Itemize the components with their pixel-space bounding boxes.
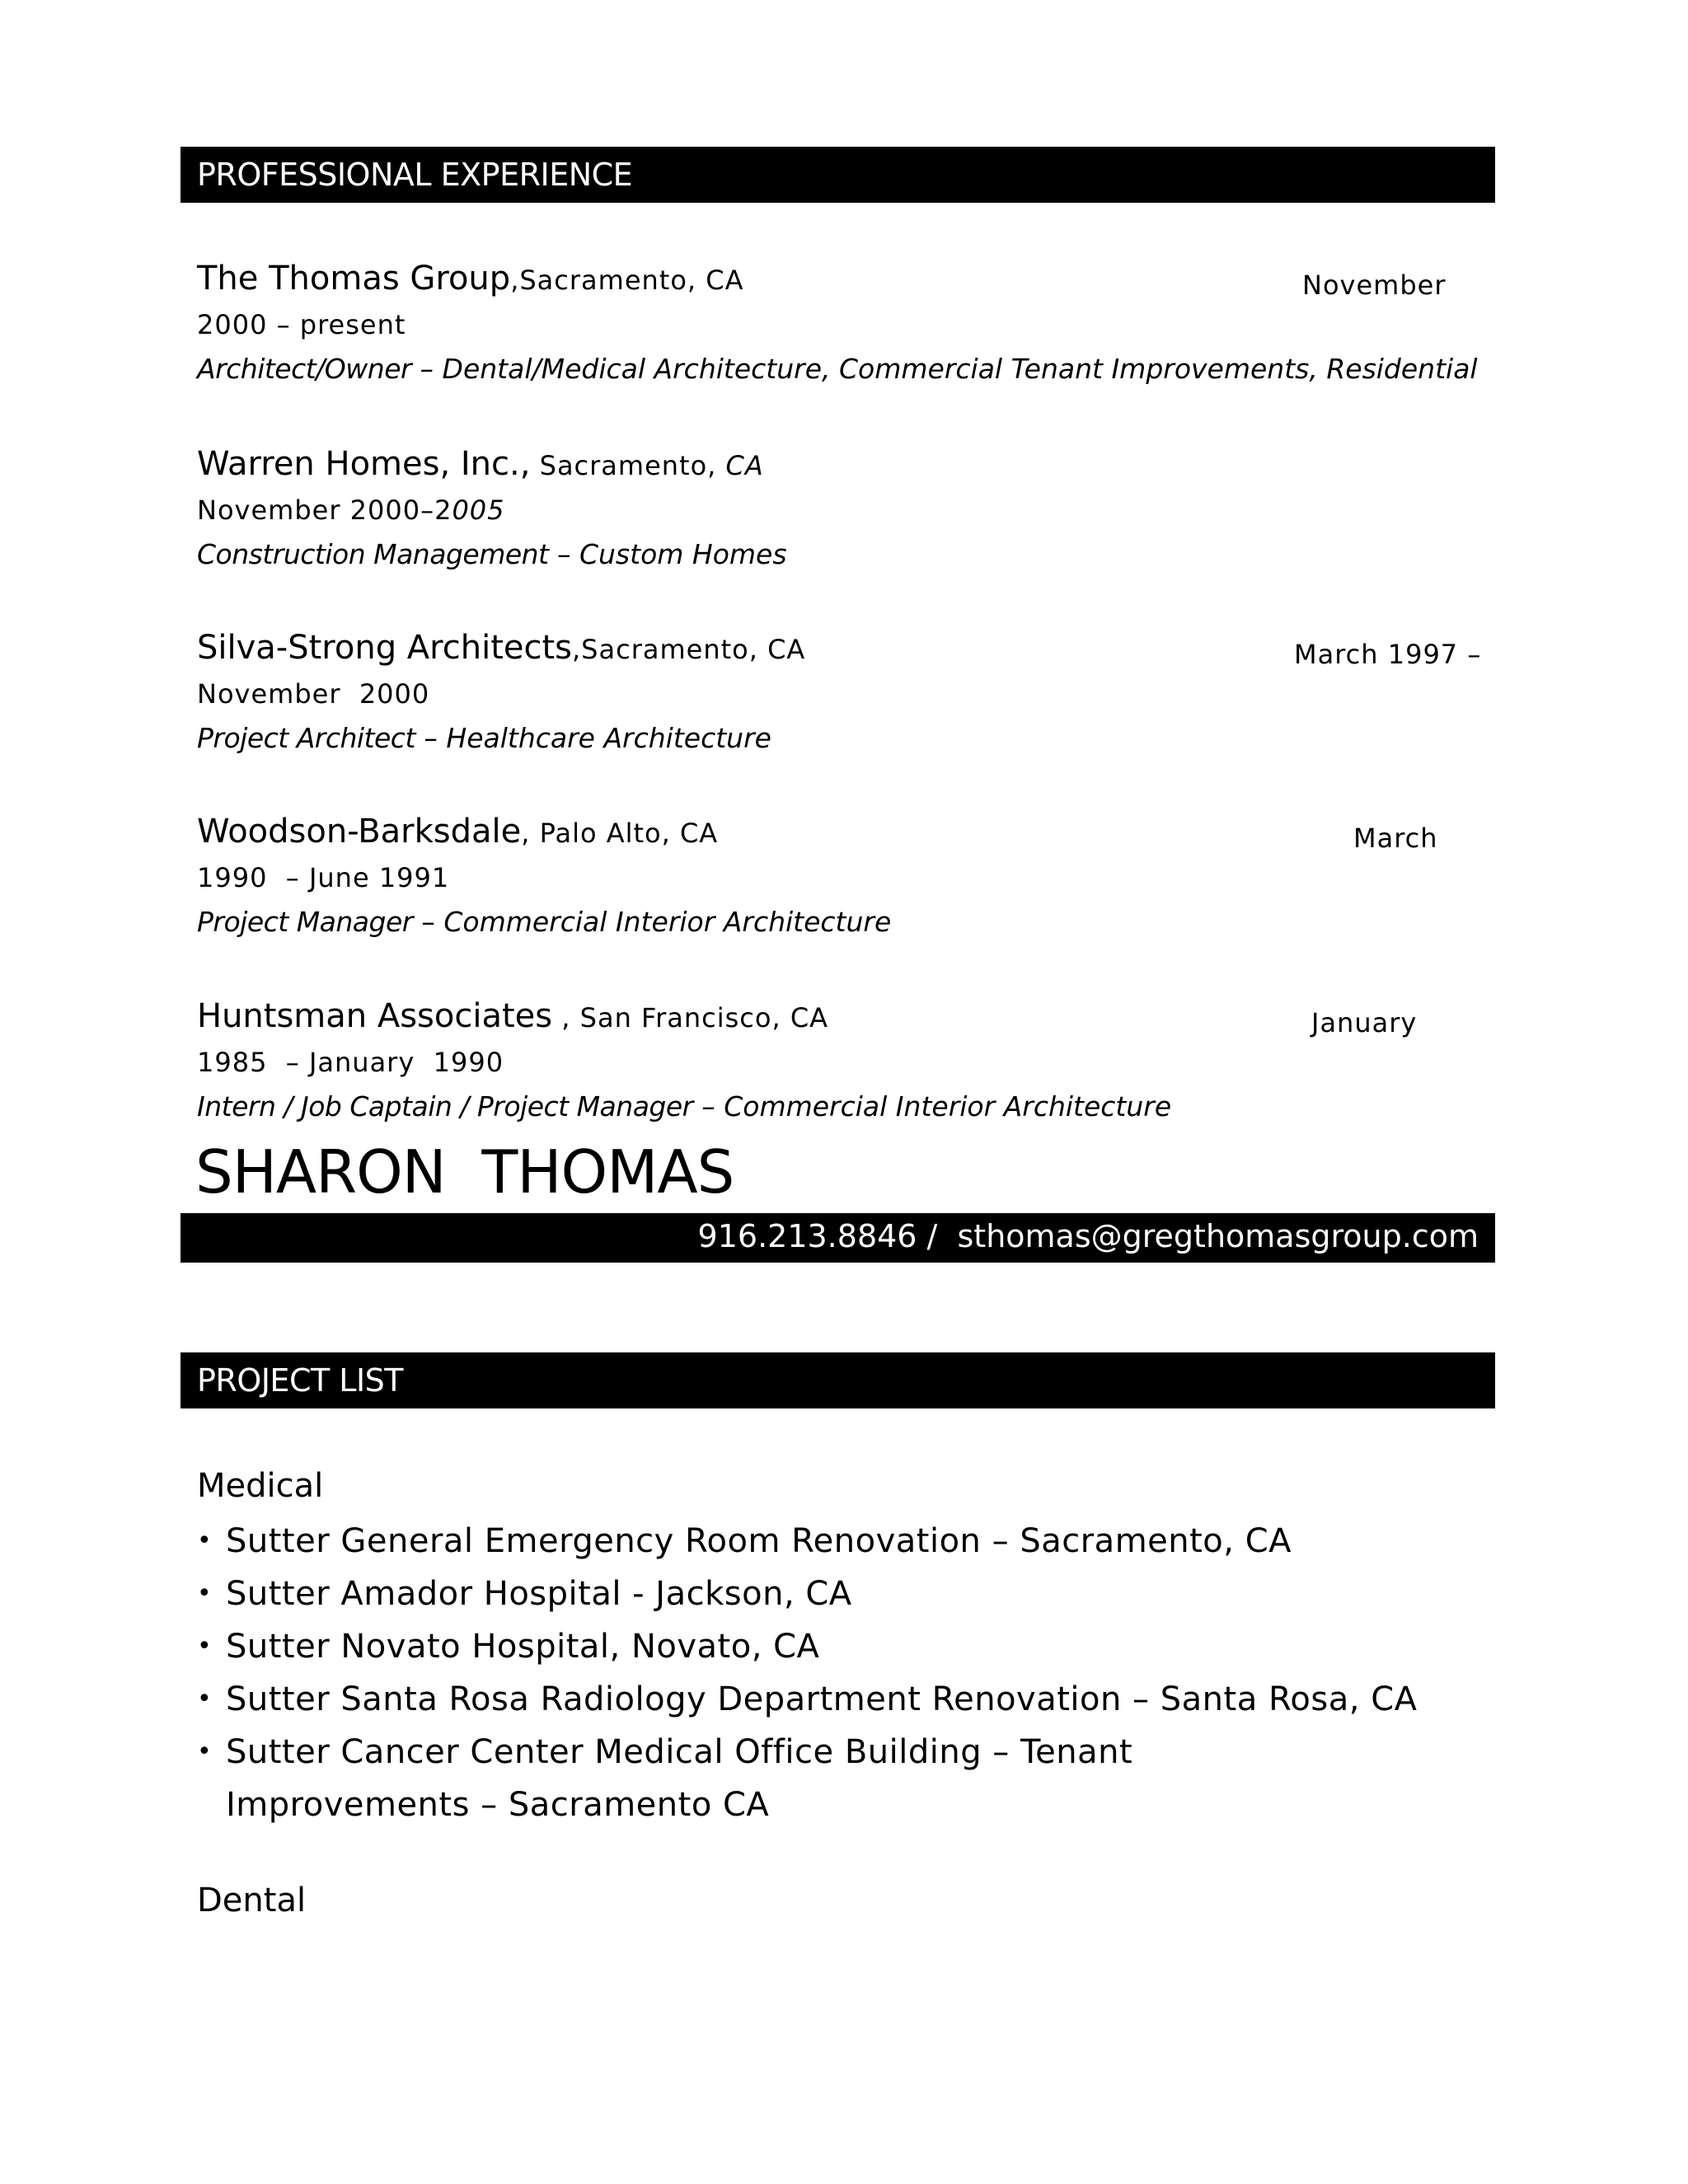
project-name: Sutter Amador Hospital - Jackson, CA [226, 1575, 852, 1613]
company-name: The Thomas Group [197, 260, 511, 298]
medical-heading: Medical [197, 1467, 324, 1505]
job-role-line [197, 1090, 1171, 1122]
experience-heading: PROFESSIONAL EXPERIENCE [197, 157, 633, 193]
projects-heading-bar [181, 1352, 1495, 1408]
contact-bar [181, 1213, 1495, 1263]
project-name: Sutter Cancer Center Medical Office Building – Tenant Improvements – Sacramento CA [226, 1733, 1133, 1824]
job-description: – Commercial Interior Architecture [412, 906, 892, 938]
job-role-line [197, 722, 771, 754]
job-entry [197, 445, 1483, 570]
job-role-line [197, 906, 891, 938]
job-title: Architect/Owner [197, 353, 412, 385]
bullet-icon: • [197, 1526, 213, 1555]
company-sep [530, 450, 539, 481]
job-description: – Dental/Medical Architecture, Commercial Tenant Improvements, Residential [411, 353, 1478, 385]
projects-heading: PROJECT LIST [197, 1362, 403, 1399]
bullet-icon: • [197, 1579, 213, 1608]
company-location-state: CA [716, 450, 764, 481]
job-description: – Healthcare Architecture [415, 722, 771, 754]
company-location: Palo Alto, CA [530, 818, 719, 849]
company-sep: , [572, 634, 582, 665]
job-date-start: January [1311, 1007, 1418, 1038]
company-sep: , [552, 1002, 571, 1033]
job-entry [197, 260, 1483, 385]
person-name: SHARON THOMAS [195, 1137, 734, 1207]
company-name: Silva-Strong Architects [197, 629, 572, 667]
bullet-icon: • [197, 1685, 213, 1713]
job-title: Construction Management [197, 538, 549, 570]
job-date-rest: 1985 – January 1990 [197, 1047, 504, 1078]
bullet-icon: • [197, 1737, 213, 1766]
job-description: – Commercial Interior Architecture [692, 1090, 1172, 1122]
company-location: San Francisco, CA [570, 1002, 829, 1033]
company-name: Warren Homes, Inc., [197, 445, 531, 483]
job-role-line [197, 538, 787, 570]
job-role-line [197, 353, 1478, 385]
job-date-start: March 1997 – [1294, 639, 1482, 670]
list-item [197, 1726, 1483, 1831]
job-title: Intern / Job Captain / Project Manager [197, 1090, 693, 1122]
job-description: – Custom Homes [548, 538, 787, 570]
job-date-rest: 1990 – June 1991 [197, 862, 450, 893]
company-location: Sacramento, CA [519, 265, 744, 296]
company-sep: , [521, 818, 531, 849]
project-name: Sutter Novato Hospital, Novato, CA [226, 1628, 820, 1666]
company-location: Sacramento, [539, 450, 717, 481]
list-item [197, 1568, 1483, 1620]
job-date-line [197, 494, 505, 526]
dental-heading: Dental [197, 1882, 307, 1919]
job-date-rest: November 2000 [197, 678, 430, 710]
job-date-rest: November 2000–2 [197, 494, 452, 526]
experience-heading-bar [181, 147, 1495, 203]
company-location: Sacramento, CA [581, 634, 806, 665]
list-item [197, 1673, 1483, 1726]
medical-project-list [197, 1515, 1483, 1831]
job-title: Project Architect [197, 722, 415, 754]
list-item [197, 1620, 1483, 1673]
job-date-start: March [1353, 823, 1438, 854]
project-name: Sutter Santa Rosa Radiology Department Renovation – Santa Rosa, CA [226, 1680, 1418, 1718]
job-title: Project Manager [197, 906, 413, 938]
company-name: Huntsman Associates [197, 997, 553, 1035]
job-date-rest: 2000 – present [197, 309, 406, 340]
company-name: Woodson-Barksdale [197, 813, 522, 851]
list-item [197, 1515, 1483, 1568]
job-date-start: November [1302, 269, 1447, 301]
job-entry [197, 813, 1483, 938]
bullet-icon: • [197, 1632, 213, 1661]
project-name: Sutter General Emergency Room Renovation – Sacramento, CA [226, 1522, 1292, 1560]
job-entry [197, 629, 1483, 754]
contact-info: 916.213.8846 / sthomas@gregthomasgroup.com [697, 1218, 1479, 1254]
company-sep: , [510, 265, 520, 296]
job-date-italic: 005 [452, 494, 505, 526]
job-entry [197, 997, 1483, 1122]
